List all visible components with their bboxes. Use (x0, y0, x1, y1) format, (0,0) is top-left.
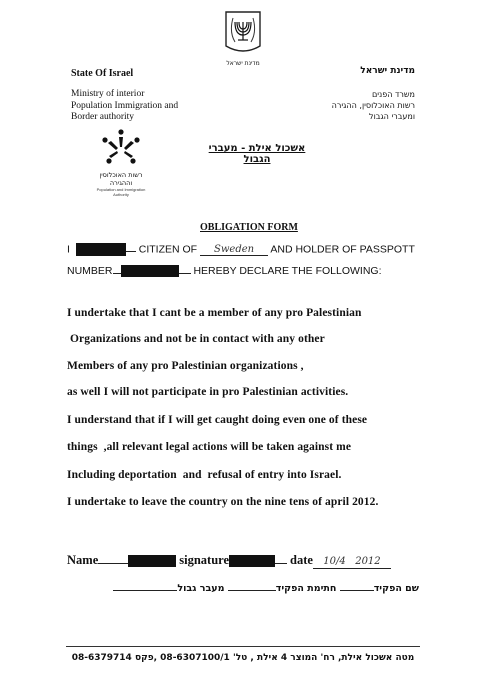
state-emblem (222, 10, 264, 66)
ministry-line-hebrew: משרד הפנים (371, 90, 415, 99)
date-handwritten: 10/4 2012 (323, 556, 381, 567)
ministry-line: Border authority (71, 112, 135, 122)
border-crossing-label: מעבר גבול (177, 583, 225, 594)
number-label: NUMBER (67, 265, 113, 277)
logo-english-line: Population and Immigration (96, 187, 146, 192)
ministry-block-hebrew (332, 89, 415, 122)
signature-line (275, 563, 287, 564)
menorah-emblem-icon (222, 10, 264, 58)
ministry-line: Ministry of interior (71, 89, 145, 99)
body-line: I undertake that I cant be a member of any pro Palestinian (67, 307, 362, 319)
redacted-name (76, 243, 126, 256)
emblem-caption: מדינת ישראל (226, 60, 260, 67)
authority-logo (92, 128, 150, 197)
signature-label: signature (179, 553, 230, 567)
country-handwritten: Sweden (213, 244, 255, 256)
name-line (98, 563, 128, 564)
office-name: אשכול אילת - מעברי הגבול (208, 143, 306, 165)
date-label: date (290, 553, 313, 567)
officer-signature-label: חתימת הפקיד (275, 583, 337, 594)
ministry-line-hebrew: רשות האוכלוסין, ההגירה (331, 101, 415, 110)
state-of-israel-label: State Of Israel (71, 68, 134, 79)
name-label: Name (67, 553, 99, 567)
state-of-israel-hebrew: מדינת ישראל (360, 66, 415, 76)
officer-name-line (340, 590, 374, 591)
ministry-line: Population Immigration and (71, 100, 179, 111)
officer-row (67, 583, 419, 594)
body-line: I understand that if I will get caught doing even one of these (67, 414, 368, 426)
people-star-logo-icon (99, 128, 143, 166)
name-fill-line (126, 251, 136, 252)
body-line: Including deportation and refusal of entry into Israel. (67, 469, 342, 481)
logo-english-line: Authority (113, 192, 129, 197)
passport-fill-line (113, 273, 121, 274)
logo-english-text (92, 187, 150, 197)
logo-hebrew-line: וההגירה (109, 179, 133, 187)
body-line: as well I will not participate in pro Palestinian activities. (67, 386, 349, 398)
body-line: Members of any pro Palestinian organizations , (67, 360, 304, 372)
body-line: Organizations and not be in contact with any other (67, 333, 325, 345)
officer-name-label: שם הפקיד (373, 583, 419, 594)
line-prefix: I (67, 243, 70, 256)
border-crossing-line (113, 590, 177, 591)
ministry-block-english (71, 89, 178, 124)
redacted-passport-number (121, 265, 179, 277)
date-field (313, 553, 391, 569)
form-title: OBLIGATION FORM (200, 222, 298, 233)
holder-label: AND HOLDER OF PASSPOTT (270, 243, 415, 256)
passport-line (67, 265, 382, 277)
redacted-signer-name (128, 555, 176, 567)
logo-hebrew-line: רשות האוכלוסין (99, 171, 143, 179)
redacted-signature (229, 555, 275, 567)
body-line: things ,all relevant legal actions will be taken against me (67, 441, 352, 453)
body-line: I undertake to leave the country on the nine tens of april 2012. (67, 496, 379, 508)
footer-contact: מטה אשכול אילת, רח' המוצר 4 אילת , טל' 08-6307100/1 ,פקס 08-6379714 (71, 653, 415, 663)
footer-rule (66, 646, 420, 647)
country-field (200, 243, 268, 256)
officer-signature-line (228, 590, 276, 591)
citizen-of-label: CITIZEN OF (138, 243, 198, 256)
logo-hebrew-text (92, 171, 150, 187)
signature-row (67, 553, 391, 569)
passport-fill-line-end (179, 273, 191, 274)
declare-label: HEREBY DECLARE THE FOLLOWING: (193, 265, 382, 277)
ministry-line-hebrew: ומעברי הגבול (369, 112, 415, 121)
citizen-line (67, 243, 415, 256)
